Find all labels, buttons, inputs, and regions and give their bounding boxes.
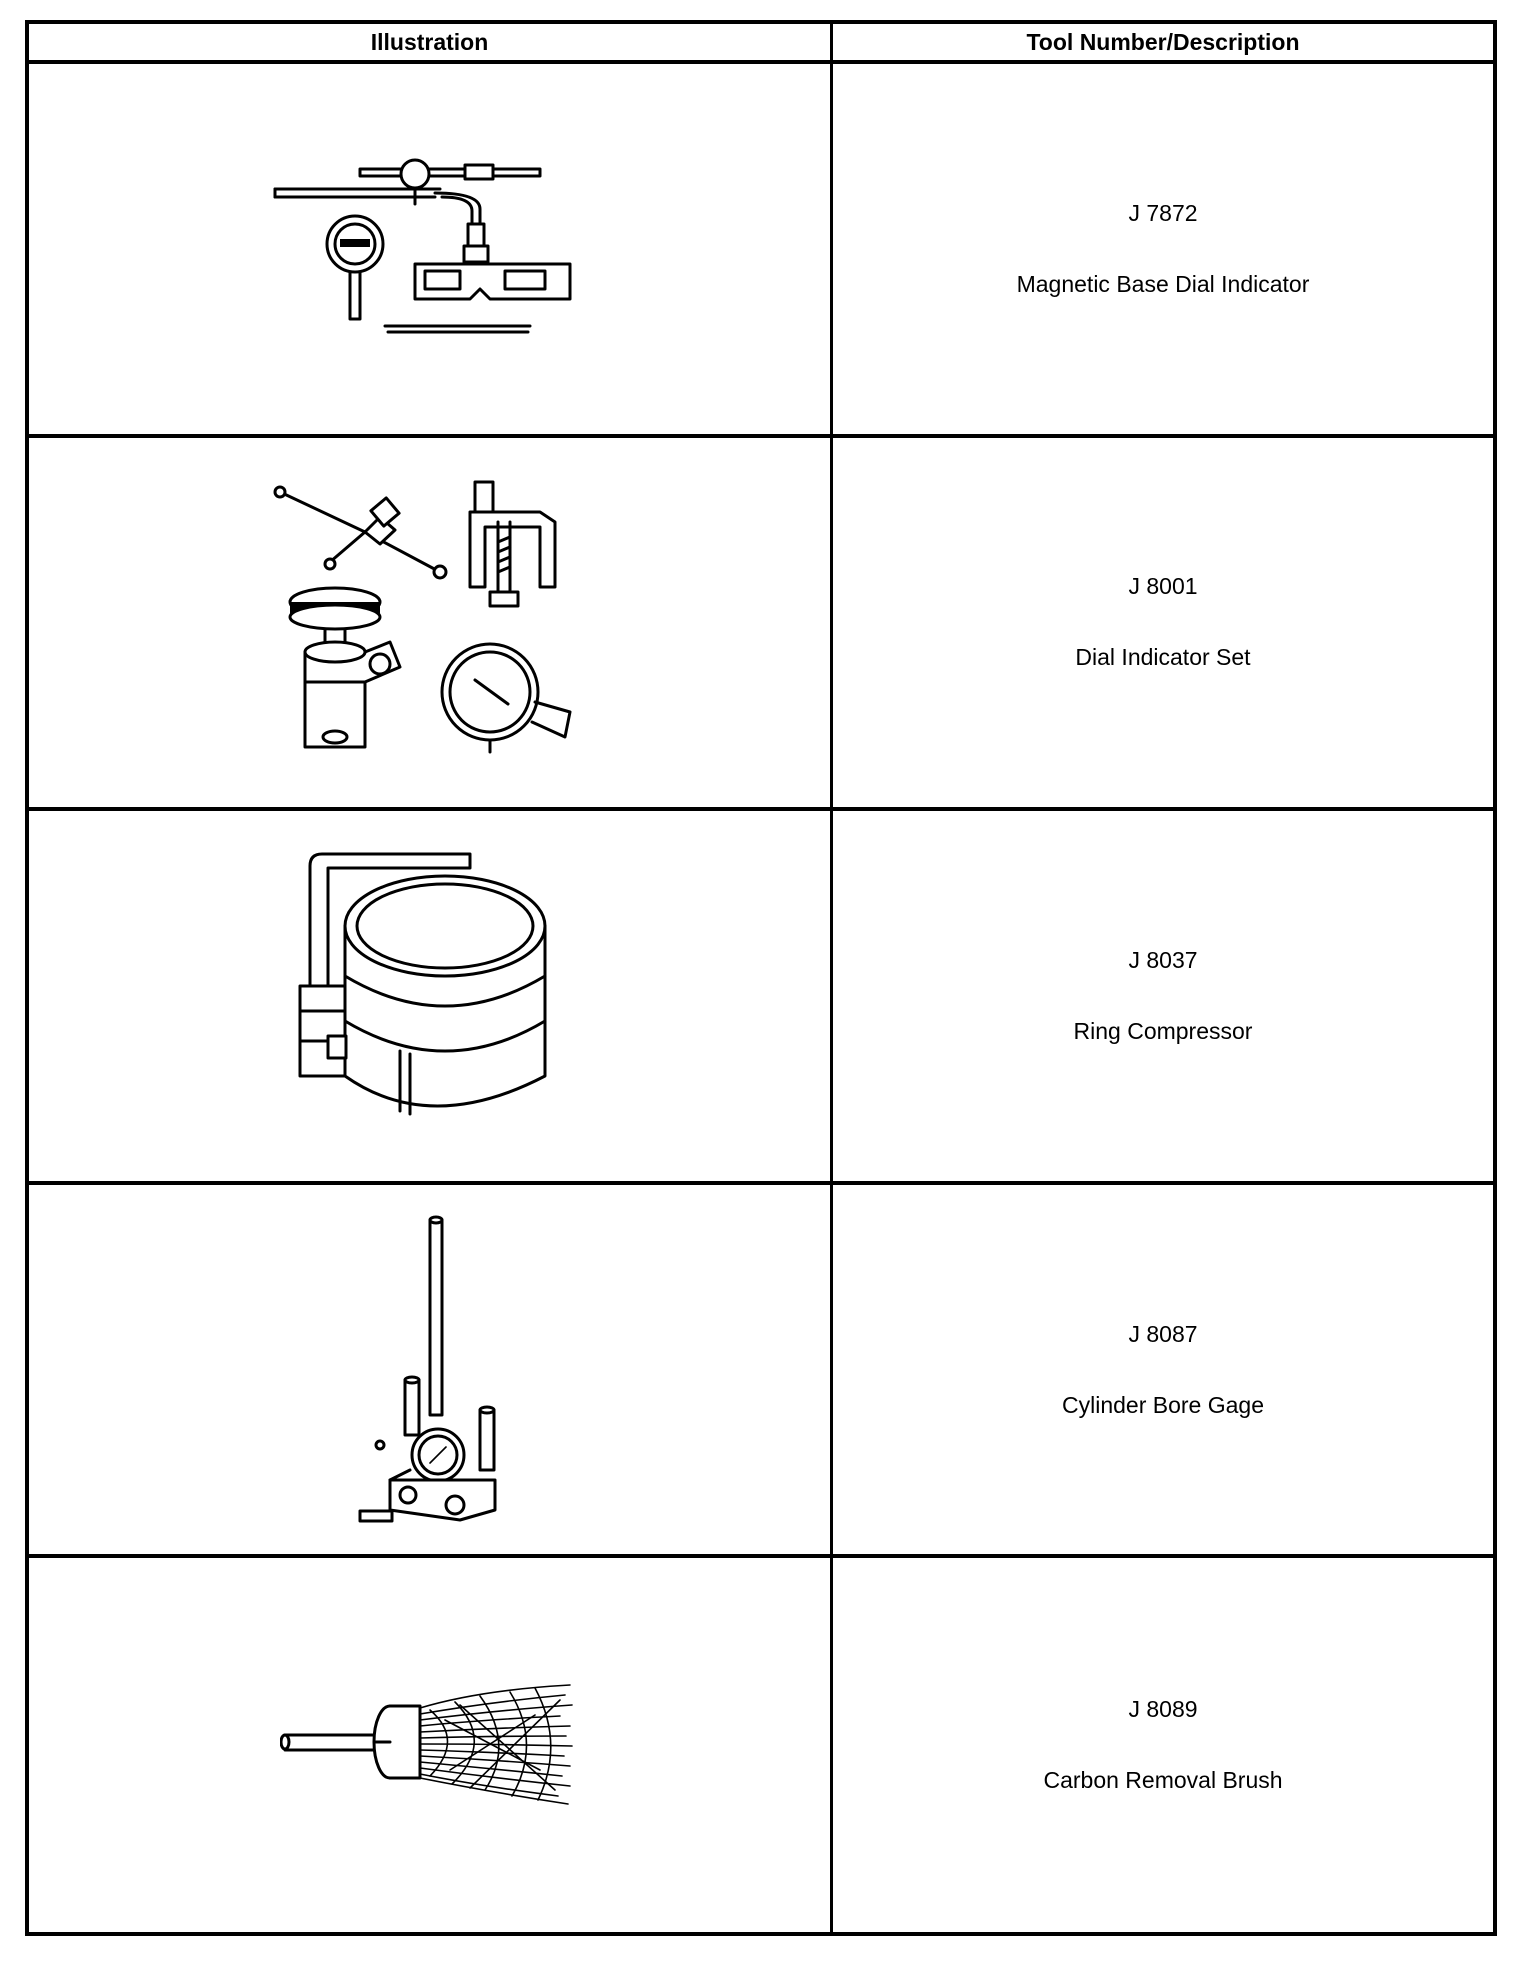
tool-cell xyxy=(833,64,1493,438)
illustration-cell xyxy=(29,1185,833,1559)
tool-number: J 7872 xyxy=(1128,199,1198,226)
carbon-removal-brush-icon xyxy=(280,1680,580,1810)
magnetic-base-dial-indicator-icon xyxy=(270,149,590,349)
header-tool-number-description: Tool Number/Description xyxy=(833,24,1493,64)
tool-number: J 8087 xyxy=(1128,1320,1198,1347)
tool-number: J 8089 xyxy=(1128,1696,1198,1723)
header-illustration: Illustration xyxy=(29,24,833,64)
tool-description: Magnetic Base Dial Indicator xyxy=(1016,270,1310,297)
tool-number: J 8037 xyxy=(1128,946,1198,973)
tool-cell xyxy=(833,1185,1493,1559)
illustration-cell xyxy=(29,811,833,1185)
tool-cell xyxy=(833,811,1493,1185)
tool-description: Carbon Removal Brush xyxy=(1043,1767,1283,1794)
illustration-cell xyxy=(29,438,833,812)
tool-cell xyxy=(833,1558,1493,1932)
tool-description: Cylinder Bore Gage xyxy=(1062,1391,1264,1418)
ring-compressor-icon xyxy=(280,846,580,1146)
tool-description: Dial Indicator Set xyxy=(1075,644,1251,671)
illustration-cell xyxy=(29,1558,833,1932)
tool-table xyxy=(25,20,1497,1936)
tool-cell xyxy=(833,438,1493,812)
tool-description: Ring Compressor xyxy=(1073,1017,1253,1044)
dial-indicator-set-icon xyxy=(270,472,590,772)
cylinder-bore-gage-icon xyxy=(350,1215,510,1525)
illustration-cell xyxy=(29,64,833,438)
tool-number: J 8001 xyxy=(1128,573,1198,600)
